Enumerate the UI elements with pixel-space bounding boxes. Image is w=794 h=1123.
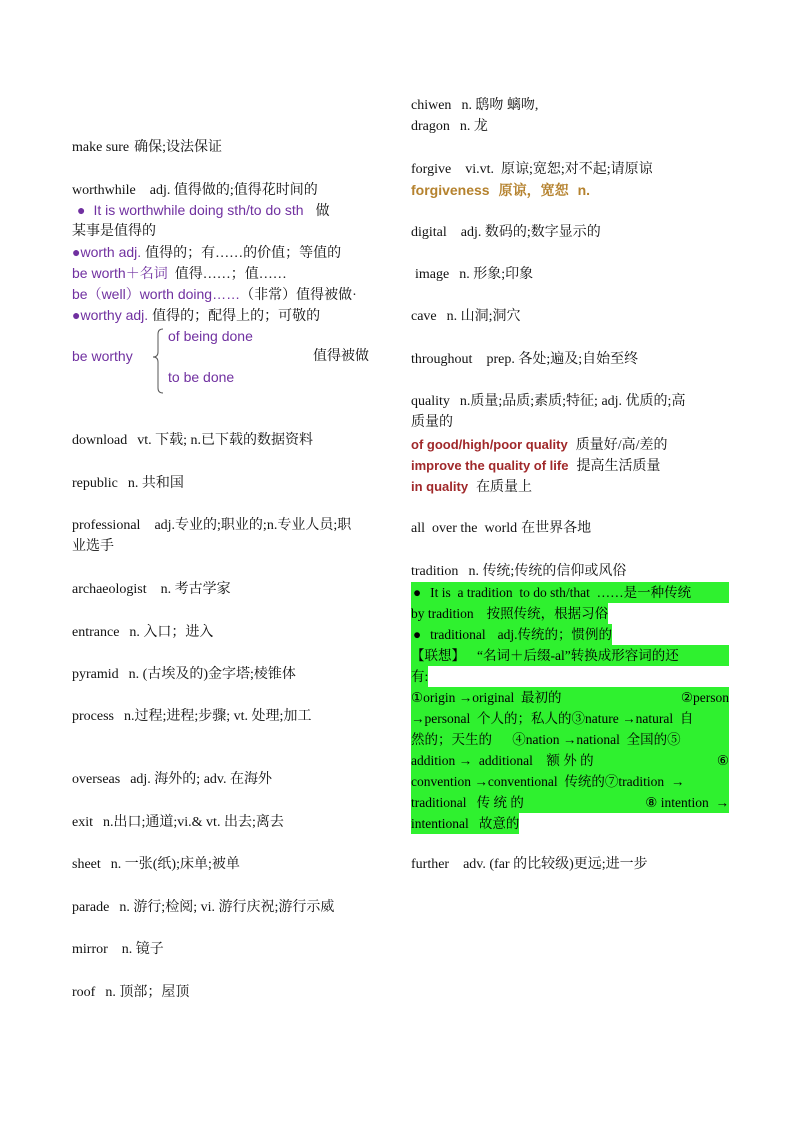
phrase-english: improve the quality of life (411, 458, 569, 473)
usage-meaning: 做 (315, 204, 330, 219)
entry-forgiveness (411, 180, 590, 201)
entry-term: exit (72, 815, 93, 830)
entry-overseas (72, 769, 272, 790)
highlight-derivative-line (411, 708, 729, 729)
highlight-group (411, 645, 679, 666)
derivative-text: convention →conventional 传统的⑦tradition → (411, 774, 685, 789)
related-term: be worth＋名词 (72, 265, 168, 281)
entry-term: dragon (411, 119, 450, 134)
bullet-icon: ● (413, 627, 422, 642)
entry-make-sure (72, 137, 222, 158)
related-definition: 值得……；值…… (174, 267, 287, 282)
highlight-traditional (411, 624, 612, 645)
entry-term: mirror (72, 942, 108, 957)
entry-term: quality (411, 394, 450, 409)
derived-term: traditional (430, 627, 486, 642)
association-intro: “名词＋后缀-al”转换成形容词的还 (477, 648, 679, 663)
entry-term: pyramid (72, 667, 119, 682)
entry-quality (411, 391, 685, 412)
entry-definition: 在世界各地 (521, 521, 592, 536)
entry-definition: vi.vt. 原谅;宽恕;对不起;请原谅 (465, 162, 653, 177)
derivative-text: intentional 故意的 (411, 816, 520, 831)
derivative-text: ①origin →original 最初的 (411, 690, 562, 705)
entry-worthwhile (72, 180, 318, 201)
bullet-icon: ● (77, 202, 86, 218)
highlight-derivative-line (411, 729, 729, 750)
entry-term: professional (72, 518, 141, 533)
usage-pattern: It is worthwhile doing sth/to do sth (93, 202, 304, 218)
entry-term: entrance (72, 625, 120, 640)
phrase-english: of good/high/poor quality (411, 437, 568, 452)
entry-tradition (411, 561, 626, 582)
derivative-text: traditional 传 统 的 (411, 795, 524, 810)
derived-definition: 原谅，宽恕 (498, 182, 569, 198)
highlight-association-intro-cont (411, 666, 428, 687)
phrase-english: in quality (411, 479, 469, 494)
entry-entrance (72, 622, 213, 643)
highlight-by-tradition (411, 603, 608, 624)
derived-definition: adj.传统的；惯例的 (497, 627, 613, 642)
entry-term: worthwhile (72, 183, 136, 198)
phrase-chinese: 提高生活质量 (576, 459, 661, 474)
curly-brace-icon (150, 326, 166, 396)
entry-definition: n. 游行;检阅; vi. 游行庆祝;游行示威 (119, 900, 335, 915)
entry-sheet (72, 854, 240, 875)
quality-phrase (411, 455, 660, 476)
entry-term: parade (72, 900, 110, 915)
worthwhile-usage-line-cont (72, 221, 156, 242)
entry-definition: adv. (far 的比较级)更远;进一步 (463, 857, 648, 872)
entry-term: make sure (72, 140, 130, 155)
related-definition: 值得的；配得上的；可敬的 (152, 309, 321, 324)
highlight-derivative-line (411, 750, 729, 771)
related-be-worth (72, 263, 287, 284)
derivative-text: ⑥ (716, 753, 729, 768)
entry-mirror (72, 939, 164, 960)
entry-definition: n.质量;品质;素质;特征; adj. 优质的;高 (459, 394, 686, 409)
worthwhile-usage-line (72, 200, 330, 221)
entry-definition: adj. 值得做的;值得花时间的 (149, 183, 318, 198)
entry-digital (411, 222, 601, 243)
related-worth (72, 242, 341, 263)
entry-definition: n. 考古学家 (160, 582, 231, 597)
entry-exit (72, 812, 284, 833)
entry-quality-cont (411, 412, 453, 433)
related-term: ●worthy adj. (72, 307, 149, 323)
entry-definition: 确保;设法保证 (134, 140, 223, 155)
entry-dragon (411, 116, 488, 137)
usage-meaning: 某事是值得的 (72, 224, 156, 239)
usage-text: It is a tradition to do sth/that ……是一种传统 (430, 585, 692, 600)
entry-term: republic (72, 476, 118, 491)
entry-process (72, 706, 311, 727)
entry-term: image (415, 267, 450, 282)
derivative-text: 然的；天生的 ④nation →national 全国的⑤ (411, 732, 681, 747)
entry-definition: n. 山洞;洞穴 (446, 309, 521, 324)
entry-term: tradition (411, 564, 459, 579)
highlight-derivative-line (411, 813, 519, 834)
related-definition: 值得的；有……的价值；等值的 (145, 246, 342, 261)
association-intro: 有: (411, 669, 429, 684)
related-worthy (72, 305, 320, 326)
entry-definition: n.出口;通道;vi.& vt. 出去;离去 (103, 815, 284, 830)
entry-term: archaeologist (72, 582, 147, 597)
related-term: ●worth adj. (72, 244, 142, 260)
derivative-text: ⑧ intention → (645, 795, 729, 810)
entry-definition: vt. 下载; n.已下载的数据资料 (137, 433, 313, 448)
entry-definition: n. 顶部；屋顶 (105, 985, 190, 1000)
quality-phrase (411, 434, 667, 455)
entry-term: forgive (411, 162, 452, 177)
related-definition: （非常）值得被做· (240, 288, 357, 303)
phrase-chinese: 质量好/高/差的 (575, 438, 668, 453)
entry-chiwen (411, 95, 538, 116)
highlight-derivative-line (411, 771, 729, 792)
highlight-derivative-line (411, 792, 729, 813)
highlight-usage-line (411, 582, 729, 603)
entry-download (72, 430, 313, 451)
be-worthy-lead: be worthy (72, 348, 133, 364)
entry-definition: n. 形象;印象 (459, 267, 534, 282)
entry-professional-cont (72, 536, 114, 557)
highlight-association-intro (411, 645, 729, 666)
entry-definition: n. 一张(纸);床单;被单 (110, 857, 240, 872)
entry-term: all over the world (411, 521, 518, 536)
entry-republic (72, 473, 184, 494)
entry-definition: adj. 海外的; adv. 在海外 (130, 772, 273, 787)
be-worthy-option: of being done (168, 328, 253, 344)
phrase-chinese: 按照传统，根据习俗 (486, 606, 609, 621)
derivative-text: addition → additional 额 外 的 (411, 753, 594, 768)
entry-forgive (411, 159, 653, 180)
entry-parade (72, 897, 334, 918)
entry-definition: adj. 数码的;数字显示的 (460, 225, 601, 240)
entry-throughout (411, 349, 638, 370)
phrase-chinese: 在质量上 (476, 480, 533, 495)
entry-term: overseas (72, 772, 121, 787)
quality-phrase (411, 476, 532, 497)
derivative-text: ②person (680, 690, 729, 705)
entry-definition: n. 鸱吻 螭吻, (461, 98, 539, 113)
related-term: be（well）worth doing…… (72, 286, 241, 302)
entry-definition: 质量的 (411, 415, 453, 430)
derived-term: forgiveness (411, 182, 490, 198)
entry-definition: n. 入口；进入 (129, 625, 214, 640)
bullet-icon: ● (413, 585, 422, 600)
entry-professional (72, 515, 351, 536)
entry-term: sheet (72, 857, 101, 872)
entry-term: digital (411, 225, 447, 240)
entry-roof (72, 982, 189, 1003)
entry-definition: n. 传统;传统的信仰或风俗 (468, 564, 627, 579)
entry-image (415, 264, 533, 285)
entry-further (411, 854, 648, 875)
entry-definition: n. 共和国 (127, 476, 184, 491)
entry-archaeologist (72, 579, 231, 600)
phrase-english: by tradition (411, 606, 474, 621)
related-be-well-worth (72, 284, 357, 305)
entry-definition: 业选手 (72, 539, 114, 554)
derivative-text: →personal 个人的；私人的③nature →natural 自 (411, 711, 694, 726)
entry-definition: n. 龙 (459, 119, 488, 134)
be-worthy-option: to be done (168, 369, 235, 385)
entry-all-over-the-world (411, 518, 591, 539)
entry-term: download (72, 433, 128, 448)
entry-pyramid (72, 664, 296, 685)
derived-pos: n. (577, 182, 591, 198)
be-worthy-meaning: 值得被做 (313, 349, 369, 364)
entry-cave (411, 306, 521, 327)
entry-definition: adj.专业的;职业的;n.专业人员;职 (154, 518, 352, 533)
highlight-group (411, 582, 691, 603)
entry-term: roof (72, 985, 96, 1000)
entry-term: process (72, 709, 114, 724)
highlight-derivative-line (411, 687, 729, 708)
entry-term: cave (411, 309, 437, 324)
entry-definition: n. 镜子 (121, 942, 164, 957)
entry-definition: prep. 各处;遍及;自始至终 (486, 352, 639, 367)
entry-term: throughout (411, 352, 473, 367)
association-label: 【联想】 (411, 648, 465, 663)
entry-term: chiwen (411, 98, 452, 113)
entry-term: further (411, 857, 450, 872)
entry-definition: n. (古埃及的)金字塔;棱锥体 (128, 667, 296, 682)
entry-definition: n.过程;进程;步骤; vt. 处理;加工 (124, 709, 312, 724)
